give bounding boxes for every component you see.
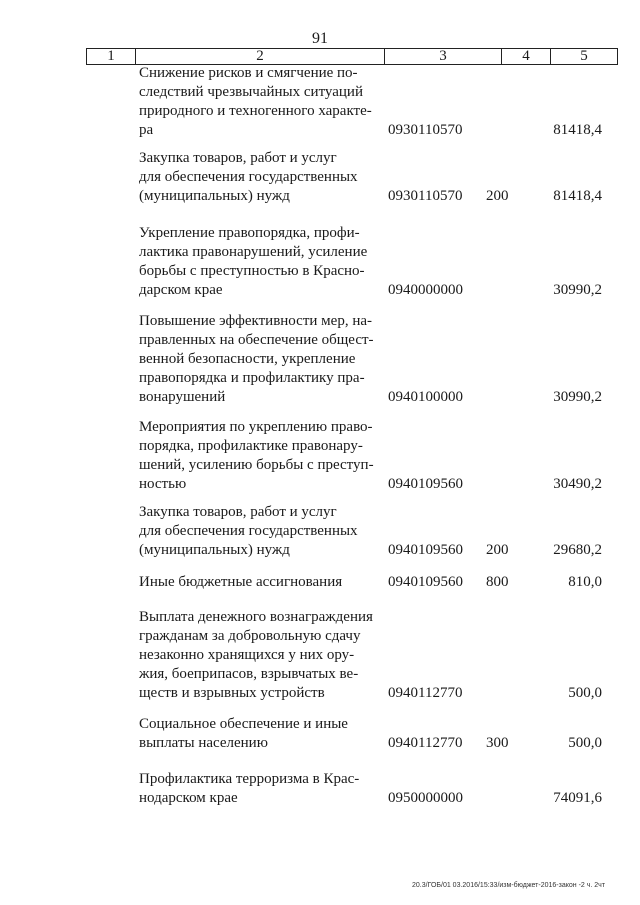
description-line: порядка, профилактике правонару-	[139, 438, 363, 454]
description-line: нодарском крае	[139, 790, 238, 806]
row-description	[139, 312, 375, 407]
row-amount: 30990,2	[553, 389, 602, 405]
description-line: Выплата денежного вознаграждения	[139, 609, 373, 625]
row-description	[139, 149, 375, 206]
description-line: борьбы с преступностью в Красно-	[139, 263, 365, 279]
header-col-2: 2	[135, 49, 384, 64]
row-code: 0940109560	[388, 542, 463, 558]
row-amount: 500,0	[568, 685, 602, 701]
document-footer: 20.3/ГОБ/01 03.2016/15:33/изм-бюджет-2016-закон -2 ч. 2чт	[412, 882, 606, 889]
description-line: Снижение рисков и смягчение по-	[139, 65, 358, 81]
description-line: шений, усилению борьбы с преступ-	[139, 457, 374, 473]
description-line: незаконно хранящихся у них ору-	[139, 647, 355, 663]
header-col-3: 3	[384, 49, 501, 64]
header-col-1: 1	[107, 48, 115, 64]
description-line: гражданам за добровольную сдачу	[139, 628, 361, 644]
description-line: жия, боеприпасов, взрывчатых ве-	[139, 666, 359, 682]
row-description	[139, 64, 375, 140]
description-line: Закупка товаров, работ и услуг	[139, 150, 337, 166]
row-code: 0940109560	[388, 574, 463, 590]
table-header	[86, 48, 618, 65]
row-amount: 30990,2	[553, 282, 602, 298]
description-line: следствий чрезвычайных ситуаций	[139, 84, 363, 100]
description-line: Социальное обеспечение и иные	[139, 716, 348, 732]
row-description	[139, 573, 375, 592]
description-line: Мероприятия по укреплению право-	[139, 419, 373, 435]
description-line: ра	[139, 122, 154, 138]
row-amount: 30490,2	[553, 476, 602, 492]
row-code: 0930110570	[388, 188, 463, 204]
row-description	[139, 224, 375, 300]
description-line: природного и техногенного характе-	[139, 103, 372, 119]
description-line: ностью	[139, 476, 187, 492]
description-line: Закупка товаров, работ и услуг	[139, 504, 337, 520]
description-line: лактика правонарушений, усиление	[139, 244, 368, 260]
row-amount: 81418,4	[553, 188, 602, 204]
description-line: для обеспечения государственных	[139, 169, 358, 185]
row-amount: 29680,2	[553, 542, 602, 558]
description-line: правопорядка и профилактику пра-	[139, 370, 365, 386]
row-type: 200	[486, 542, 509, 558]
description-line: для обеспечения государственных	[139, 523, 358, 539]
row-amount: 81418,4	[553, 122, 602, 138]
row-code: 0930110570	[388, 122, 463, 138]
row-description	[139, 770, 375, 808]
description-line: (муниципальных) нужд	[139, 542, 290, 558]
description-line: Иные бюджетные ассигнования	[139, 574, 343, 590]
row-amount: 810,0	[568, 574, 602, 590]
row-code: 0940112770	[388, 685, 463, 701]
description-line: ществ и взрывных устройств	[139, 685, 325, 701]
row-description	[139, 608, 375, 703]
header-col-5: 5	[550, 49, 617, 64]
row-type: 200	[486, 188, 509, 204]
description-line: дарском крае	[139, 282, 223, 298]
description-line: Профилактика терроризма в Крас-	[139, 771, 360, 787]
description-line: правленных на обеспечение общест-	[139, 332, 374, 348]
description-line: (муниципальных) нужд	[139, 188, 290, 204]
row-code: 0940109560	[388, 476, 463, 492]
row-description	[139, 715, 375, 753]
description-line: Повышение эффективности мер, на-	[139, 313, 372, 329]
row-amount: 500,0	[568, 735, 602, 751]
row-amount: 74091,6	[553, 790, 602, 806]
row-description	[139, 418, 375, 494]
row-description	[139, 503, 375, 560]
description-line: вонарушений	[139, 389, 226, 405]
header-col-4: 4	[501, 49, 550, 64]
row-code: 0940112770	[388, 735, 463, 751]
description-line: Укрепление правопорядка, профи-	[139, 225, 360, 241]
description-line: венной безопасности, укрепление	[139, 351, 356, 367]
row-type: 800	[486, 574, 509, 590]
page-number: 91	[312, 30, 328, 47]
row-code: 0940100000	[388, 389, 463, 405]
description-line: выплаты населению	[139, 735, 268, 751]
row-code: 0940000000	[388, 282, 463, 298]
row-code: 0950000000	[388, 790, 463, 806]
row-type: 300	[486, 735, 509, 751]
